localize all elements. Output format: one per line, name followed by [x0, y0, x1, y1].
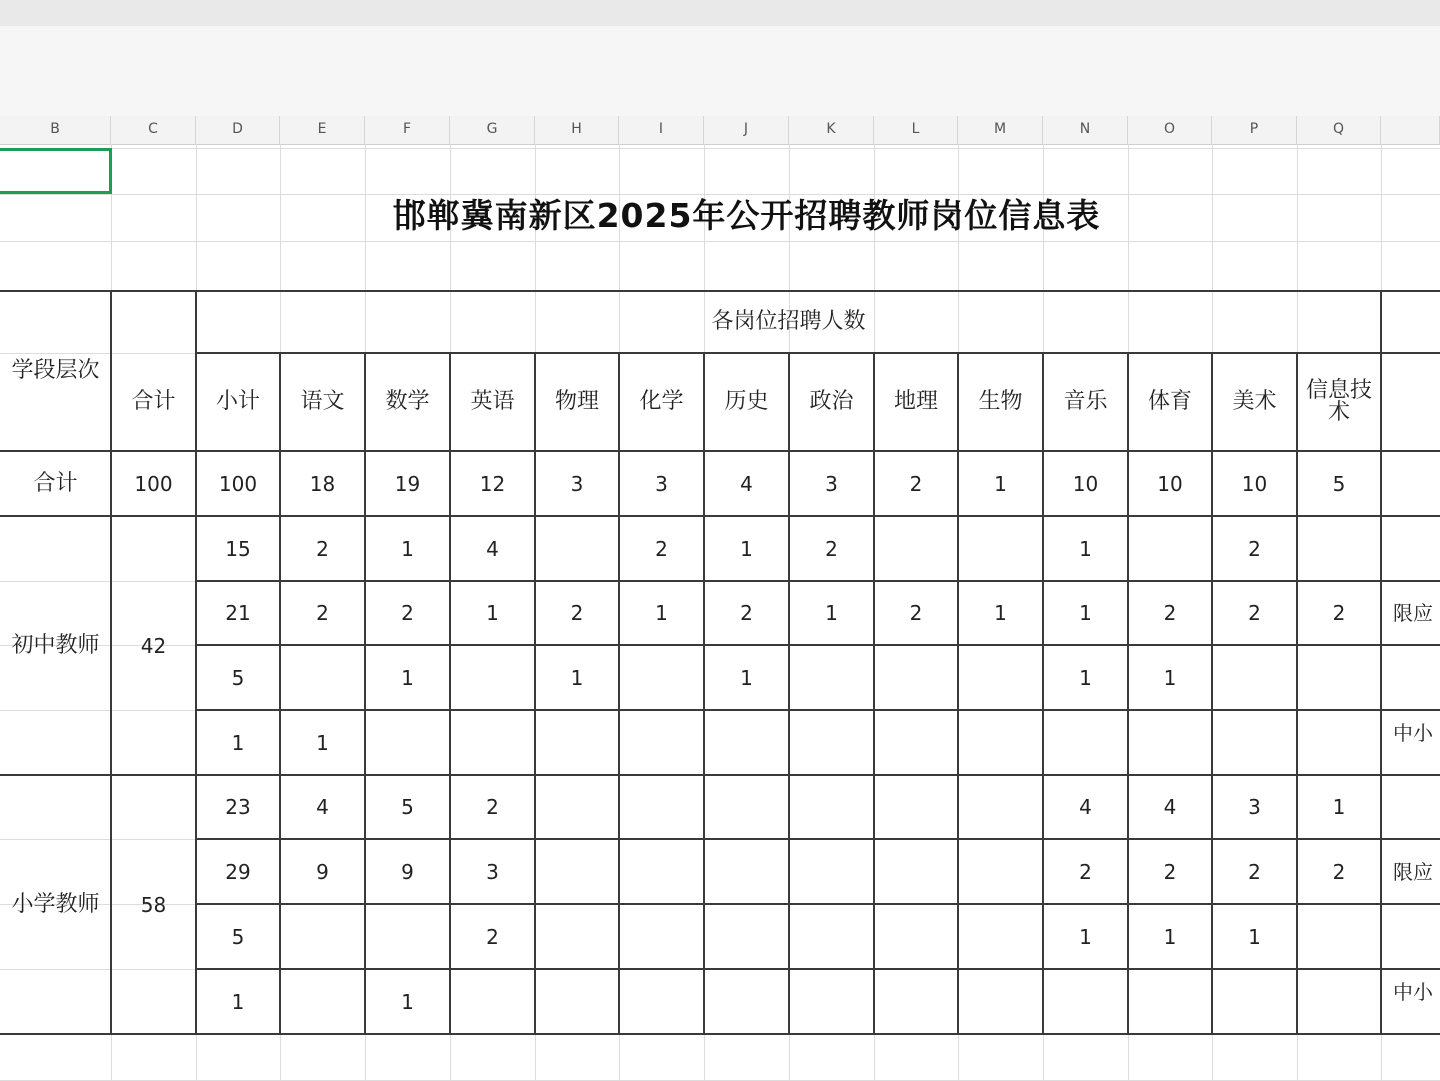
column-letter-d[interactable]: D: [196, 116, 280, 144]
table-cell-value: [704, 710, 789, 775]
table-cell-value: [874, 904, 958, 969]
total-row-value: 1: [994, 471, 1007, 496]
total-row-label: 合计: [33, 470, 78, 496]
total-row-value: 100: [218, 471, 258, 496]
table-cell-value: 1: [1079, 665, 1092, 690]
table-cell-value: 1: [231, 730, 245, 755]
table-cell-value: [874, 839, 958, 904]
column-letter-p[interactable]: P: [1212, 116, 1297, 144]
table-cell-value: 21: [225, 601, 251, 625]
table-cell-value: 1: [994, 601, 1007, 625]
table-cell-value: [619, 710, 704, 775]
column-letter-c[interactable]: C: [111, 116, 196, 144]
row-note: 中小: [1393, 720, 1433, 745]
table-cell-value: [789, 969, 874, 1034]
gridline-horizontal: [0, 241, 1440, 242]
column-letter-m[interactable]: M: [958, 116, 1043, 144]
table-cell-value: [535, 839, 619, 904]
table-cell-value: [1128, 710, 1212, 775]
table-cell-value: 5: [231, 924, 245, 949]
table-cell-value: [874, 775, 958, 839]
table-cell-value: 1: [401, 665, 414, 690]
header-subject: 数学: [385, 389, 430, 414]
table-cell-value: [789, 775, 874, 839]
total-row-value: 5: [1332, 471, 1346, 496]
column-letter-n[interactable]: N: [1043, 116, 1128, 144]
group-level-label: 小学教师: [11, 891, 100, 917]
table-cell-value: [619, 645, 704, 710]
total-row-value: 4: [740, 471, 753, 496]
table-cell-value: [789, 645, 874, 710]
table-cell-value: [280, 645, 365, 710]
table-cell-value: 2: [570, 601, 584, 625]
total-row-value: 2: [909, 471, 923, 496]
header-subject: 语文: [300, 389, 345, 414]
table-cell-value: 1: [740, 536, 753, 561]
table-cell-value: 9: [316, 859, 329, 884]
table-cell-value: [619, 904, 704, 969]
column-letter-l[interactable]: L: [874, 116, 958, 144]
table-cell-value: [874, 969, 958, 1034]
header-subject: 政治: [809, 389, 854, 414]
table-cell-value: [450, 710, 535, 775]
table-cell-value: 4: [1079, 795, 1092, 819]
group-total: 58: [140, 892, 167, 917]
table-cell-value: [789, 904, 874, 969]
total-row-value: 3: [655, 471, 668, 496]
header-subject: 英语: [470, 389, 515, 414]
table-cell-value: [535, 710, 619, 775]
table-cell-value: [619, 969, 704, 1034]
gridline-horizontal: [0, 148, 1440, 149]
header-subject: 信息技术: [1305, 378, 1372, 425]
table-cell-value: 1: [316, 730, 329, 755]
table-cell-value: [704, 904, 789, 969]
table-cell-value: 2: [1163, 601, 1177, 625]
table-cell-value: [704, 775, 789, 839]
table-cell-value: [958, 904, 1043, 969]
table-cell-value: 15: [225, 536, 251, 561]
table-cell-value: 5: [231, 665, 245, 690]
table-cell-value: 23: [225, 795, 251, 819]
table-cell-value: 2: [1079, 859, 1092, 884]
table-cell-value: 1: [1332, 795, 1346, 819]
table-cell-value: [535, 904, 619, 969]
table-cell-value: [1043, 710, 1128, 775]
column-letter-j[interactable]: J: [704, 116, 789, 144]
column-letter-q[interactable]: Q: [1297, 116, 1381, 144]
table-cell-value: [874, 516, 958, 581]
table-cell-value: 2: [1248, 859, 1261, 884]
table-cell-value: 2: [1248, 536, 1261, 561]
header-level: 学段层次: [11, 358, 100, 383]
total-row-value: 10: [1157, 471, 1183, 496]
header-subject: 化学: [639, 389, 684, 414]
total-row-value: 19: [394, 471, 421, 496]
table-cell-value: 1: [401, 989, 414, 1014]
column-letter-e[interactable]: E: [280, 116, 365, 144]
table-cell-value: [619, 775, 704, 839]
table-cell-value: [704, 969, 789, 1034]
table-cell-value: [1128, 516, 1212, 581]
table-cell-value: [1043, 969, 1128, 1034]
total-row-total: 100: [134, 471, 173, 496]
table-cell-value: 1: [401, 536, 414, 561]
table-cell-value: 29: [225, 859, 251, 884]
table-cell-value: [1297, 516, 1381, 581]
table-cell-value: 1: [1079, 536, 1092, 561]
table-cell-value: 9: [401, 859, 414, 884]
column-letter-b[interactable]: B: [0, 116, 111, 144]
table-cell-value: [874, 645, 958, 710]
table-cell-value: 1: [1163, 665, 1177, 690]
header-subject: 生物: [978, 389, 1023, 414]
table-cell-value: 2: [316, 536, 329, 561]
table-cell-value: [789, 710, 874, 775]
header-subject: 历史: [724, 389, 769, 414]
table-cell-value: [1212, 710, 1297, 775]
header-subject: 地理: [893, 389, 938, 414]
table-cell-value: 2: [1332, 601, 1346, 625]
table-cell-value: [450, 645, 535, 710]
table-cell-value: 2: [655, 536, 668, 561]
group-total: 42: [140, 633, 167, 658]
column-letter-h[interactable]: H: [535, 116, 619, 144]
table-cell-value: 2: [486, 795, 499, 819]
table-cell-value: 2: [740, 601, 753, 625]
group-level-label: 初中教师: [11, 632, 100, 658]
column-letter-g[interactable]: G: [450, 116, 535, 144]
table-cell-value: 2: [825, 536, 838, 561]
header-subject: 物理: [554, 389, 599, 414]
table-cell-value: [789, 839, 874, 904]
table-cell-value: [1297, 645, 1381, 710]
column-letter-o[interactable]: O: [1128, 116, 1212, 144]
header-subject: 体育: [1147, 389, 1192, 414]
total-row-value: 3: [570, 471, 584, 496]
total-row-value: 12: [479, 471, 506, 496]
table-cell-value: [535, 775, 619, 839]
table-cell-value: 1: [231, 989, 245, 1014]
table-cell-value: [704, 839, 789, 904]
table-cell-value: 1: [486, 601, 499, 625]
table-cell-value: [535, 969, 619, 1034]
table-cell-value: 1: [1079, 601, 1092, 625]
table-cell-value: 2: [486, 924, 499, 949]
table-cell-value: 1: [1163, 924, 1177, 949]
table-cell-value: 1: [825, 601, 838, 625]
table-cell-value: [958, 516, 1043, 581]
row-note: 限应: [1393, 601, 1433, 625]
table-cell-value: 1: [655, 601, 668, 625]
table-cell-value: 2: [1332, 859, 1346, 884]
header-subject: 小计: [215, 389, 260, 414]
table-cell-value: 3: [1248, 795, 1261, 819]
table-cell-value: 4: [316, 795, 329, 819]
row-note: 中小: [1393, 979, 1433, 1004]
table-cell-value: [535, 516, 619, 581]
table-cell-value: 3: [486, 859, 499, 884]
header-subject: 音乐: [1063, 389, 1108, 414]
table-cell-value: [958, 775, 1043, 839]
table-cell-value: 4: [486, 536, 499, 561]
column-letter-f[interactable]: F: [365, 116, 450, 144]
table-cell-value: [365, 710, 450, 775]
table-cell-value: 5: [401, 795, 414, 819]
table-cell-value: [280, 904, 365, 969]
table-cell-value: [958, 969, 1043, 1034]
table-cell-value: [1128, 969, 1212, 1034]
selected-cell[interactable]: [0, 148, 112, 194]
table-cell-value: [958, 645, 1043, 710]
table-cell-value: [1297, 969, 1381, 1034]
column-letter-i[interactable]: I: [619, 116, 704, 144]
table-cell-value: [1297, 710, 1381, 775]
table-cell-value: [958, 710, 1043, 775]
total-row-value: 3: [825, 471, 838, 496]
total-row-value: 10: [1241, 471, 1268, 496]
table-cell-value: 1: [1248, 924, 1261, 949]
header-group: 各岗位招聘人数: [711, 309, 866, 334]
column-letter-k[interactable]: K: [789, 116, 874, 144]
table-cell-value: [1297, 904, 1381, 969]
table-cell-value: [1212, 969, 1297, 1034]
table-cell-value: [619, 839, 704, 904]
table-cell-value: [1212, 645, 1297, 710]
table-cell-value: 1: [740, 665, 753, 690]
table-cell-value: [450, 969, 535, 1034]
table-cell-value: 1: [570, 665, 584, 690]
total-row-value: 18: [309, 471, 336, 496]
table-cell-value: [958, 839, 1043, 904]
table-cell-value: 4: [1163, 795, 1177, 819]
table-cell-value: 2: [401, 601, 414, 625]
sheet-title: 邯郸冀南新区2025年公开招聘教师岗位信息表: [392, 195, 1101, 235]
table-cell-value: 1: [1079, 924, 1092, 949]
table-cell-value: 2: [1163, 859, 1177, 884]
table-cell-value: 2: [316, 601, 329, 625]
table-cell-value: [365, 904, 450, 969]
row-note: 限应: [1393, 859, 1433, 884]
table-cell-value: [280, 969, 365, 1034]
table-cell-value: [874, 710, 958, 775]
total-row-value: 10: [1072, 471, 1099, 496]
table-cell-value: 2: [1248, 601, 1261, 625]
header-total: 合计: [131, 389, 176, 414]
table-cell-value: 2: [909, 601, 923, 625]
header-subject: 美术: [1232, 389, 1277, 414]
